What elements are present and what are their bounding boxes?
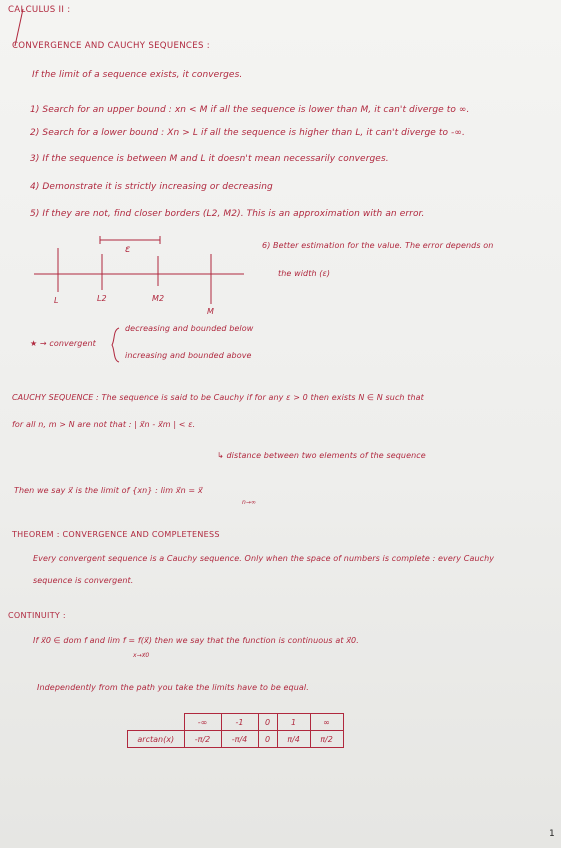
convergent-option-1: decreasing and bounded below	[125, 324, 254, 333]
epsilon-label: ε	[125, 244, 131, 255]
cauchy-definition-line2: for all n, m > N are not that : | x⃗n - x⃗m | < ε.	[12, 420, 196, 429]
table-row	[128, 714, 344, 731]
convergent-option-2: increasing and bounded above	[125, 351, 252, 360]
intro-line: If the limit of a sequence exists, it converges.	[32, 70, 243, 80]
cauchy-limit-subscript: n→∞	[242, 499, 257, 506]
continuity-limit-subscript: x→x⃗0	[133, 652, 150, 659]
page-number: 1	[549, 829, 555, 839]
label-L: L	[54, 296, 59, 305]
bounds-diagram	[30, 232, 250, 322]
section-title-convergence: CONVERGENCE AND CAUCHY SEQUENCES :	[12, 41, 210, 51]
continuity-title: CONTINUITY :	[8, 611, 66, 620]
label-L2: L2	[97, 294, 107, 303]
step-3	[30, 154, 389, 164]
cauchy-distance-note: ↳ distance between two elements of the sequence	[217, 451, 426, 460]
step-text: If the sequence is between M and L it doesn't mean necessarily converges.	[42, 154, 389, 164]
table-cell: 1	[277, 714, 310, 731]
table-cell: π/4	[277, 731, 310, 748]
cauchy-definition-line1: CAUCHY SEQUENCE : The sequence is said to be Cauchy if for any ε > 0 then exists N ∈ N such that	[12, 393, 424, 402]
step-5	[30, 209, 424, 219]
note-6-line1: 6) Better estimation for the value. The error depends on	[262, 241, 494, 250]
label-M: M	[207, 307, 215, 316]
theorem-title: THEOREM : CONVERGENCE AND COMPLETENESS	[12, 530, 220, 539]
step-text: Search for a lower bound : Xn > L if all the sequence is higher than L, it can't diverge to -∞.	[42, 128, 465, 138]
step-text: If they are not, find closer borders (L2, M2). This is an approximation with an error.	[42, 209, 425, 219]
step-2	[30, 128, 465, 138]
table-cell: -π/2	[184, 731, 221, 748]
table-cell: -π/4	[221, 731, 258, 748]
cauchy-limit-line: Then we say x⃗ is the limit of {xn} : lim x⃗n = x⃗	[14, 486, 203, 495]
table-cell: -∞	[184, 714, 221, 731]
step-1	[30, 105, 470, 115]
step-number: 4)	[30, 182, 40, 192]
label-M2: M2	[152, 294, 165, 303]
continuity-line2: Independently from the path you take the limits have to be equal.	[37, 683, 309, 692]
table-cell: ∞	[310, 714, 343, 731]
convergent-lead: ★ → convergent	[30, 339, 96, 348]
step-number: 5)	[30, 209, 40, 219]
step-4	[30, 182, 273, 192]
step-number: 3)	[30, 154, 40, 164]
note-6-line2: the width (ε)	[278, 269, 331, 278]
table-cell	[128, 714, 185, 731]
table-cell: 0	[258, 731, 277, 748]
step-number: 2)	[30, 128, 40, 138]
table-row	[128, 731, 344, 748]
continuity-line1: If x⃗0 ∈ dom f and lim f = f(x⃗) then we say that the function is continuous at x⃗0.	[33, 636, 359, 645]
theorem-line1: Every convergent sequence is a Cauchy sequence. Only when the space of numbers is complete : every Cauchy	[33, 554, 495, 563]
table-cell: -1	[221, 714, 258, 731]
arctan-table	[127, 713, 344, 748]
page-header: CALCULUS II :	[8, 5, 71, 15]
step-text: Demonstrate it is strictly increasing or decreasing	[42, 182, 273, 192]
step-number: 1)	[30, 105, 40, 115]
table-cell: π/2	[310, 731, 343, 748]
table-cell: arctan(x)	[128, 731, 185, 748]
brace-icon	[108, 326, 122, 364]
table-cell: 0	[258, 714, 277, 731]
step-text: Search for an upper bound : xn < M if all the sequence is lower than M, it can't diverge to ∞.	[42, 105, 470, 115]
theorem-line2: sequence is convergent.	[33, 576, 134, 585]
